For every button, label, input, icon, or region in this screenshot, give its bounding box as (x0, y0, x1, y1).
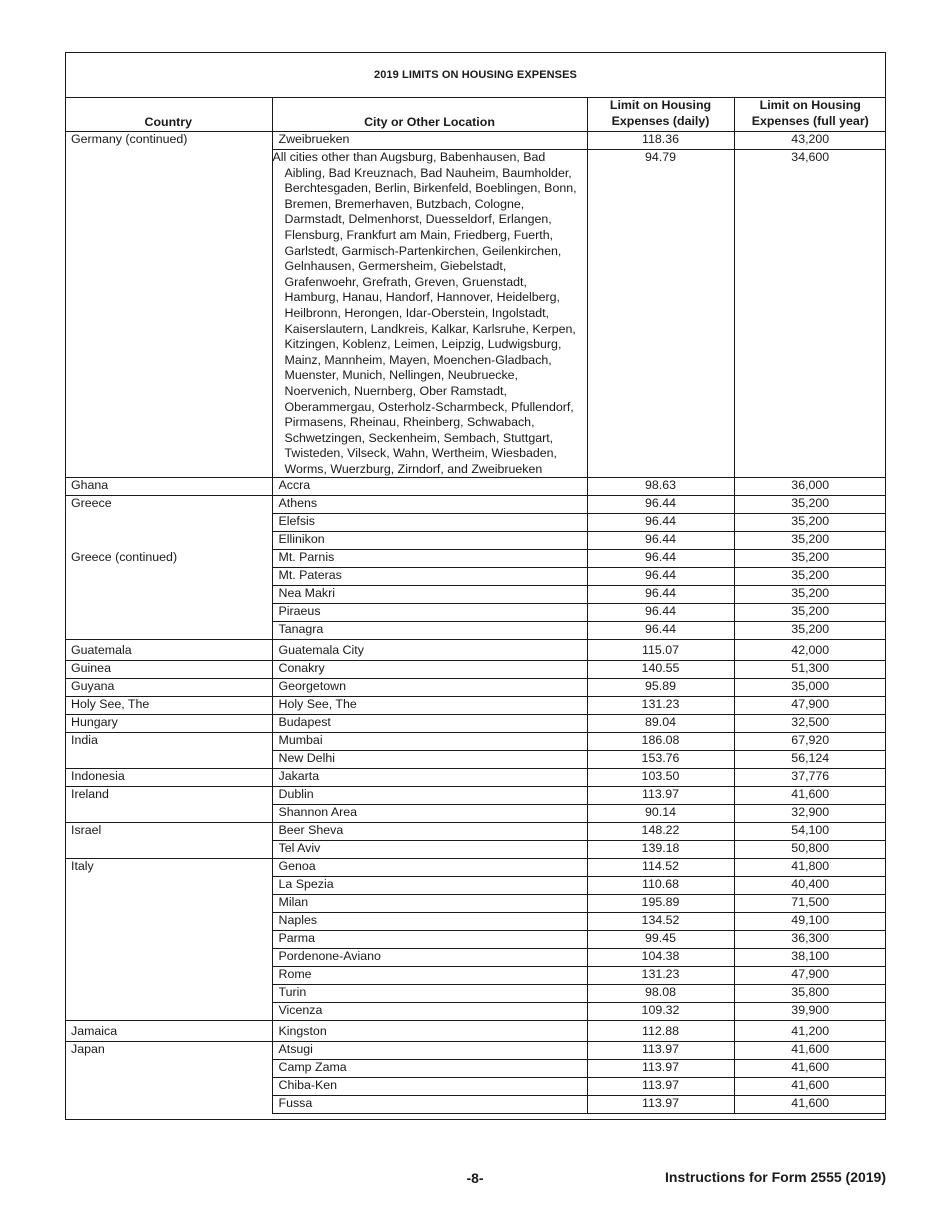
country-cell: Ireland (65, 787, 272, 805)
city-cell: Mt. Pateras (272, 568, 587, 586)
daily-limit-cell: 109.32 (587, 1003, 734, 1021)
daily-limit-cell: 104.38 (587, 949, 734, 967)
table-body (65, 132, 886, 1114)
country-cell: Greece (continued) (71, 549, 178, 564)
country-cell: Germany (continued) (71, 132, 188, 146)
annual-limit-cell: 36,000 (734, 478, 886, 496)
table-row (65, 841, 886, 859)
country-cell (65, 586, 272, 604)
daily-limit-cell: 96.44 (587, 496, 734, 514)
table-row (65, 805, 886, 823)
annual-limit-cell: 35,200 (734, 496, 886, 514)
header-country: Country (65, 97, 272, 132)
annual-limit-cell: 42,000 (734, 640, 886, 661)
header-city: City or Other Location (272, 97, 587, 132)
annual-limit-cell: 54,100 (734, 823, 886, 841)
city-cell: Conakry (272, 661, 587, 679)
table-row (65, 1003, 886, 1021)
annual-limit-cell: 34,600 (734, 150, 886, 478)
table-row (65, 1096, 886, 1114)
annual-limit-cell: 67,920 (734, 733, 886, 751)
annual-limit-cell: 71,500 (734, 895, 886, 913)
city-cell: Dublin (272, 787, 587, 805)
table-row (65, 985, 886, 1003)
country-cell (65, 1060, 272, 1078)
city-cell: Fussa (272, 1096, 587, 1114)
country-cell (65, 1096, 272, 1114)
annual-limit-cell: 35,000 (734, 679, 886, 697)
city-cell: Georgetown (272, 679, 587, 697)
header-daily (587, 97, 734, 132)
daily-limit-cell: 89.04 (587, 715, 734, 733)
daily-limit-cell: 140.55 (587, 661, 734, 679)
page-number: -8- (466, 1170, 484, 1186)
city-cell: Elefsis (272, 514, 587, 532)
city-cell: Nea Makri (272, 586, 587, 604)
city-cell: Pordenone-Aviano (272, 949, 587, 967)
country-cell (65, 967, 272, 985)
table-row (65, 859, 886, 877)
city-cell: Shannon Area (272, 805, 587, 823)
daily-limit-cell: 90.14 (587, 805, 734, 823)
country-cell (65, 514, 272, 532)
country-cell: Ghana (65, 478, 272, 496)
city-cell: Genoa (272, 859, 587, 877)
table-row (65, 1042, 886, 1060)
country-cell (65, 931, 272, 949)
daily-limit-cell: 139.18 (587, 841, 734, 859)
table-row (65, 478, 886, 496)
table-row (65, 622, 886, 640)
daily-limit-cell: 153.76 (587, 751, 734, 769)
daily-limit-cell: 113.97 (587, 1060, 734, 1078)
country-cell: Japan (65, 1042, 272, 1060)
country-cell: Guinea (65, 661, 272, 679)
table-row (65, 823, 886, 841)
annual-limit-cell: 50,800 (734, 841, 886, 859)
country-cell (65, 985, 272, 1003)
annual-limit-cell: 35,200 (734, 586, 886, 604)
table-title: 2019 LIMITS ON HOUSING EXPENSES (66, 53, 885, 98)
table-row (65, 568, 886, 586)
country-cell (65, 751, 272, 769)
table-row (65, 1021, 886, 1042)
header-year-line2: Expenses (full year) (751, 114, 869, 128)
table-row (65, 496, 886, 514)
annual-limit-cell: 37,776 (734, 769, 886, 787)
table-row (65, 697, 886, 715)
city-cell: Athens (272, 496, 587, 514)
city-cell: Chiba-Ken (272, 1078, 587, 1096)
daily-limit-cell: 131.23 (587, 967, 734, 985)
annual-limit-cell: 41,600 (734, 1042, 886, 1060)
daily-limit-cell: 103.50 (587, 769, 734, 787)
annual-limit-cell: 41,600 (734, 1078, 886, 1096)
city-cell: Atsugi (272, 1042, 587, 1060)
country-cell: Italy (65, 859, 272, 877)
daily-limit-cell: 186.08 (587, 733, 734, 751)
country-cell (65, 150, 272, 478)
daily-limit-cell: 94.79 (587, 150, 734, 478)
city-cell: Holy See, The (272, 697, 587, 715)
city-cell: Milan (272, 895, 587, 913)
table-row (65, 514, 886, 532)
country-cell (65, 568, 272, 586)
country-cell (65, 949, 272, 967)
table-row (65, 640, 886, 661)
annual-limit-cell: 35,800 (734, 985, 886, 1003)
header-year-line1: Limit on Housing (759, 98, 861, 112)
daily-limit-cell: 195.89 (587, 895, 734, 913)
daily-limit-cell: 113.97 (587, 1078, 734, 1096)
table-row (65, 150, 886, 478)
daily-limit-cell: 95.89 (587, 679, 734, 697)
table-row (65, 751, 886, 769)
daily-limit-cell: 114.52 (587, 859, 734, 877)
country-cell: Indonesia (65, 769, 272, 787)
city-cell: New Delhi (272, 751, 587, 769)
daily-limit-cell: 98.63 (587, 478, 734, 496)
country-cell (65, 895, 272, 913)
annual-limit-cell: 35,200 (734, 550, 886, 568)
daily-limit-cell: 96.44 (587, 568, 734, 586)
daily-limit-cell: 96.44 (587, 586, 734, 604)
annual-limit-cell: 43,200 (734, 132, 886, 150)
daily-limit-cell: 115.07 (587, 640, 734, 661)
table-row (65, 679, 886, 697)
annual-limit-cell: 35,200 (734, 604, 886, 622)
city-cell: Guatemala City (272, 640, 587, 661)
country-cell (65, 1078, 272, 1096)
city-cell: Camp Zama (272, 1060, 587, 1078)
city-cell: Kingston (272, 1021, 587, 1042)
table-row (65, 132, 886, 150)
daily-limit-cell: 118.36 (587, 132, 734, 150)
country-cell: Hungary (65, 715, 272, 733)
city-cell: Beer Sheva (272, 823, 587, 841)
daily-limit-cell: 113.97 (587, 1096, 734, 1114)
country-cell: Guatemala (65, 640, 272, 661)
housing-limits-table-frame (65, 52, 886, 1120)
table-row (65, 733, 886, 751)
annual-limit-cell: 41,800 (734, 859, 886, 877)
city-cell: Mumbai (272, 733, 587, 751)
annual-limit-cell: 35,200 (734, 622, 886, 640)
table-row (65, 949, 886, 967)
country-cell: India (65, 733, 272, 751)
annual-limit-cell: 47,900 (734, 967, 886, 985)
city-cell: Vicenza (272, 1003, 587, 1021)
city-cell: Tanagra (272, 622, 587, 640)
city-cell: Turin (272, 985, 587, 1003)
country-cell: Jamaica (65, 1021, 272, 1042)
form-title: Instructions for Form 2555 (2019) (665, 1169, 886, 1185)
country-cell (65, 604, 272, 622)
city-cell: Parma (272, 931, 587, 949)
city-cell: Naples (272, 913, 587, 931)
country-cell (65, 877, 272, 895)
city-cell: Jakarta (272, 769, 587, 787)
city-cell: Tel Aviv (272, 841, 587, 859)
table-row (65, 604, 886, 622)
country-cell (65, 805, 272, 823)
annual-limit-cell: 41,600 (734, 787, 886, 805)
annual-limit-cell: 41,600 (734, 1096, 886, 1114)
country-cell (65, 913, 272, 931)
annual-limit-cell: 38,100 (734, 949, 886, 967)
header-year (734, 97, 886, 132)
table-row (65, 787, 886, 805)
table-row (65, 661, 886, 679)
annual-limit-cell: 32,900 (734, 805, 886, 823)
annual-limit-cell: 47,900 (734, 697, 886, 715)
daily-limit-cell: 131.23 (587, 697, 734, 715)
city-cell: Rome (272, 967, 587, 985)
annual-limit-cell: 35,200 (734, 532, 886, 550)
table-row (65, 532, 886, 550)
daily-limit-cell: 96.44 (587, 532, 734, 550)
annual-limit-cell: 51,300 (734, 661, 886, 679)
table-row (65, 967, 886, 985)
daily-limit-cell: 110.68 (587, 877, 734, 895)
table-row (65, 769, 886, 787)
daily-limit-cell: 148.22 (587, 823, 734, 841)
country-cell (65, 622, 272, 640)
header-daily-line2: Expenses (daily) (611, 114, 710, 128)
country-cell: Holy See, The (65, 697, 272, 715)
table-row (65, 586, 886, 604)
table-row (65, 550, 886, 568)
annual-limit-cell: 49,100 (734, 913, 886, 931)
country-cell: Greece (65, 496, 272, 514)
city-cell: Piraeus (272, 604, 587, 622)
header-row (65, 97, 886, 132)
city-cell: Zweibrueken (272, 132, 587, 150)
table-row (65, 931, 886, 949)
city-cell: Ellinikon (272, 532, 587, 550)
city-cell: All cities other than Augsburg, Babenhausen, Bad Aibling, Bad Kreuznach, Bad Nauheim, Baumholder, Berchtesgaden, Berlin, Birkenfeld, Boeblingen, Bonn, Bremen, Bremerhaven, Butzbach, Cologne, Darmstadt, Delmenhorst, Duesseldorf, Erlangen, Flensburg, Frankfurt am Main, Friedberg, Fuerth, Garlstedt, Garmisch-Partenkirchen, Geilenkirchen, Gelnhausen, Germersheim, Giebelstadt, Grafenwoehr, Grefrath, Greven, Gruenstadt, Hamburg, Hanau, Handorf, Hannover, Heidelberg, Heilbronn, Herongen, Idar-Oberstein, Ingolstadt, Kaiserslautern, Landkreis, Kalkar, Karlsruhe, Kerpen, Kitzingen, Koblenz, Leimen, Leipzig, Ludwigsburg, Mainz, Mannheim, Mayen, Moenchen-Gladbach, Muenster, Munich, Nellingen, Neubruecke, Noervenich, Nuernberg, Ober Ramstadt, Oberammergau, Osterholz-Scharmbeck, Pfullendorf, Pirmasens, Rheinau, Rheinberg, Schwabach, Schwetzingen, Seckenheim, Sembach, Stuttgart, Twisteden, Vilseck, Wahn, Wertheim, Wiesbaden, Worms, Wuerzburg, Zirndorf, and Zweibrueken (272, 150, 587, 478)
annual-limit-cell: 32,500 (734, 715, 886, 733)
country-cell (65, 532, 272, 550)
housing-limits-table (65, 97, 886, 1114)
daily-limit-cell: 96.44 (587, 550, 734, 568)
table-row (65, 715, 886, 733)
annual-limit-cell: 41,200 (734, 1021, 886, 1042)
city-cell: La Spezia (272, 877, 587, 895)
city-cell: Mt. Parnis (272, 550, 587, 568)
annual-limit-cell: 35,200 (734, 568, 886, 586)
annual-limit-cell: 41,600 (734, 1060, 886, 1078)
daily-limit-cell: 96.44 (587, 514, 734, 532)
table-row (65, 877, 886, 895)
table-row (65, 1060, 886, 1078)
header-daily-line1: Limit on Housing (609, 98, 712, 112)
table-row (65, 895, 886, 913)
annual-limit-cell: 40,400 (734, 877, 886, 895)
daily-limit-cell: 96.44 (587, 604, 734, 622)
daily-limit-cell: 134.52 (587, 913, 734, 931)
daily-limit-cell: 98.08 (587, 985, 734, 1003)
table-row (65, 913, 886, 931)
city-cell: Budapest (272, 715, 587, 733)
annual-limit-cell: 36,300 (734, 931, 886, 949)
daily-limit-cell: 99.45 (587, 931, 734, 949)
annual-limit-cell: 56,124 (734, 751, 886, 769)
daily-limit-cell: 113.97 (587, 787, 734, 805)
daily-limit-cell: 113.97 (587, 1042, 734, 1060)
city-cell: Accra (272, 478, 587, 496)
daily-limit-cell: 96.44 (587, 622, 734, 640)
country-cell: Israel (65, 823, 272, 841)
country-cell (65, 841, 272, 859)
table-row (65, 1078, 886, 1096)
annual-limit-cell: 39,900 (734, 1003, 886, 1021)
country-cell (65, 1003, 272, 1021)
annual-limit-cell: 35,200 (734, 514, 886, 532)
daily-limit-cell: 112.88 (587, 1021, 734, 1042)
country-cell: Guyana (65, 679, 272, 697)
